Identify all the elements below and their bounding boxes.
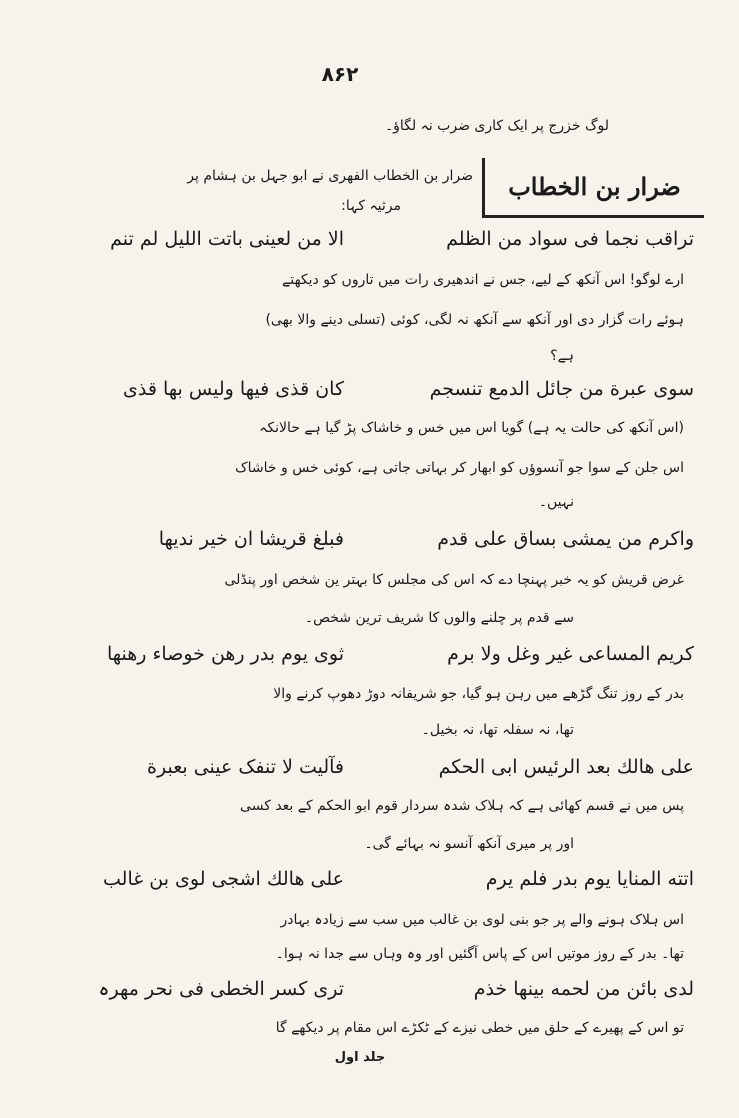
verse-hemistich: تراقب نجما فی سواد من الظلم	[446, 228, 694, 250]
verse-hemistich: الا من لعینی باتت اللیل لم تنم	[110, 228, 344, 250]
translation-line: تھا۔ بدر کے روز موتیں اس کے پاس آگئیں اور وہ وہاں سے جدا نہ ہوا۔	[275, 946, 684, 962]
translation-line: (اس آنکھ کی حالت یہ ہے) گویا اس میں خس و خاشاک پڑ گیا ہے حالانکہ	[259, 420, 684, 436]
verse-hemistich: کریم المساعی غیر وغل ولا برم	[447, 643, 694, 665]
verse-hemistich: سوی عبرة من جائل الدمع تنسجم	[429, 378, 694, 400]
page-number: ۸۶۲	[321, 62, 359, 86]
translation-line: بدر کے روز تنگ گڑھے میں رہن ہو گیا، جو شریفانہ دوڑ دھوپ کرنے والا	[273, 686, 684, 702]
section-heading-box	[482, 158, 704, 218]
text-line: لوگ خزرج پر ایک کاری ضرب نہ لگاؤ۔	[384, 118, 609, 134]
verse-hemistich: واکرم من یمشی بساق علی قدم	[437, 528, 694, 550]
translation-line: اس ہلاک ہونے والے پر جو بنی لوی بن غالب میں سب سے زیادہ بہادر	[280, 912, 684, 928]
verse-hemistich: فبلغ قریشا ان خیر ندیھا	[158, 528, 344, 550]
translation-line: اور پر میری آنکھ آنسو نہ بہائے گی۔	[364, 836, 574, 852]
translation-line: ہوئے رات گزار دی اور آنکھ سے آنکھ نہ لگی، کوئی (تسلی دینے والا بھی)	[265, 312, 684, 328]
verse-hemistich: کان قذی فیھا ولیس بھا قذی	[123, 378, 344, 400]
verse-hemistich: علی ھالك بعد الرئیس ابی الحكم	[438, 756, 694, 778]
translation-line: ہے؟	[550, 348, 574, 364]
translation-line: تو اس کے پھیرے کے حلق میں خطی نیزے کے ٹکڑے اس مقام پر دیکھے گا	[275, 1020, 684, 1036]
translation-line: سے قدم پر چلنے والوں کا شریف ترین شخص۔	[304, 610, 574, 626]
text-line: مرثیہ کہا:	[341, 198, 401, 214]
text-line: ضرار بن الخطاب الفھری نے ابو جہل بن ہشام پر	[187, 168, 473, 184]
translation-line: ارے لوگو! اس آنکھ کے لیے، جس نے اندھیری رات میں تاروں کو دیکھتے	[282, 272, 684, 288]
verse-hemistich: تری کسر الخطی فی نحر مھرہ	[98, 978, 344, 1000]
translation-line: نہیں۔	[538, 494, 574, 510]
verse-hemistich: ثوی یوم بدر رھن خوصاء رھنھا	[106, 643, 344, 665]
verse-hemistich: لدی بائن من لحمه بینھا خذم	[473, 978, 694, 1000]
verse-hemistich: فآلیت لا تنفک عینی بعبرة	[147, 756, 344, 778]
translation-line: پس میں نے قسم کھائی ہے کہ ہلاک شدہ سردار قوم ابو الحکم کے بعد کسی	[240, 798, 684, 814]
section-heading: ضرار بن الخطاب	[508, 172, 681, 201]
verse-hemistich: علی ھالك اشجی لوی بن غالب	[103, 868, 344, 890]
translation-line: اس جلن کے سوا جو آنسوؤں کو ابھار کر بہاتی جاتی ہے، کوئی خس و خاشاک	[235, 460, 684, 476]
translation-line: غرض قریش کو یہ خبر پہنچا دے کہ اس کی مجلس کا بہتر ین شخص اور پنڈلی	[224, 572, 684, 588]
footer-volume: جلد اول	[334, 1050, 386, 1065]
verse-hemistich: اتته المنایا یوم بدر فلم یرم	[485, 868, 694, 890]
translation-line: تھا، نہ سفلہ تھا، نہ بخیل۔	[421, 722, 574, 738]
